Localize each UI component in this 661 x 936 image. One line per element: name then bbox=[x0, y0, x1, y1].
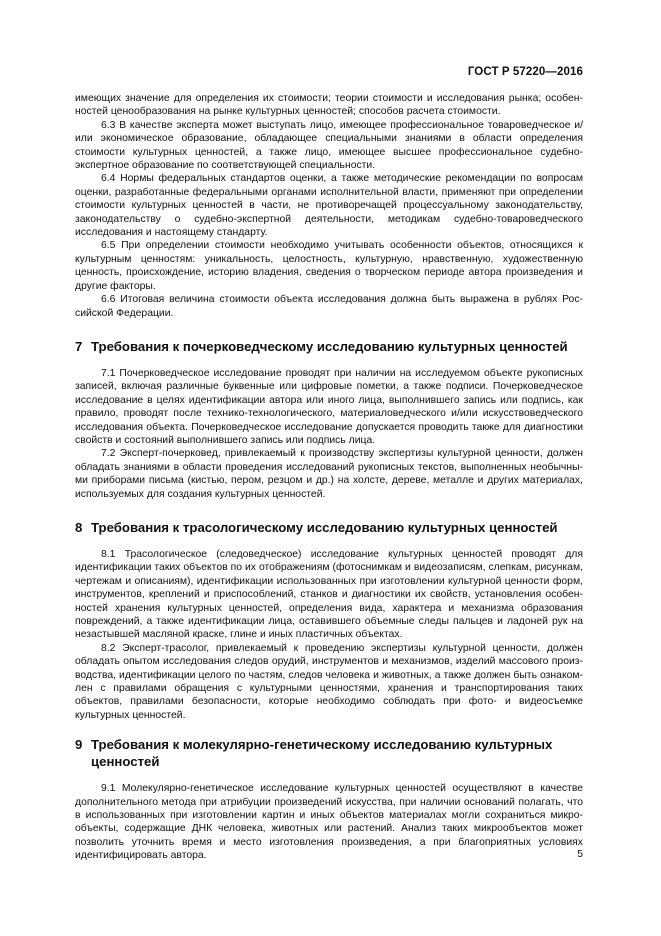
page-number: 5 bbox=[577, 849, 583, 860]
standard-header: ГОСТ Р 57220—2016 bbox=[467, 66, 583, 78]
paragraph-8-1: 8.1 Трасологическое (следоведческое) исследование культурных ценностей проводят для идентификации таких объектов по их отображениям (фотоснимкам и видеозаписям, слепкам, рисункам, чертежам и описаниям), идентификации использованных при изготовлении культурной ценности форм, инструментов, креплений и приспособлений, станков и диагностики их свойств, установления особен-ностей хранения культурных ценностей, определения вида, характера и механизма образования повреждений, а также идентификации лица, оставившего объемные следы пальцев и ладоней рук на незастывшей масляной краске, глине и иных пластичных объектах. bbox=[75, 548, 583, 641]
paragraph-continuation: имеющих значение для определения их стоимости; теории стоимости и исследования рынка; особен-ностей ценообразования на рынке культурных ценностей; способов расчета стоимости. bbox=[75, 93, 583, 118]
section-8-heading bbox=[75, 519, 583, 536]
document-body bbox=[75, 92, 583, 863]
paragraph-7-2: 7.2 Эксперт-почерковед, привлекаемый к производству экспертизы культурной ценности, должен обладать знаниями в области проведения исследований рукописных текстов, выполненных необычны-ми приборами письма (кистью, пером, резцом и др.) на холсте, дереве, металле и других материалах, используемых для создания культурных ценностей. bbox=[75, 448, 583, 500]
paragraph-6-6: 6.6 Итоговая величина стоимости объекта исследования должна быть выражена в рублях Рос-сийской Федерации. bbox=[75, 294, 583, 319]
paragraph-6-5: 6.5 При определении стоимости необходимо учитывать особенности объектов, относящихся к культурным ценностям: уникальность, целостность, культурную, нравственную, художественную ценность, происхождение, историю владения, сведения о творческом периоде автора произведения и другие факторы. bbox=[75, 240, 583, 292]
paragraph-9-1: 9.1 Молекулярно-генетическое исследование культурных ценностей осуществляют в качестве дополнительного метода при атрибуции произведений искусства, при наличии оснований полагать, что в использованных при изготовлении картин и иных объектов материалах могли сохраниться микро-объекты, содержащие ДНК человека, животных или растений. Анализ таких микрообъектов может позволить уточнить время и место изготовления произведения, а при благоприятных условиях идентифицировать автора. bbox=[75, 783, 583, 862]
section-8-number: 8 bbox=[75, 519, 83, 535]
section-9-title-line1: Требования к молекулярно-генетическому исследованию культурных bbox=[91, 737, 553, 753]
paragraph-6-4: 6.4 Нормы федеральных стандартов оценки, а также методические рекомендации по вопросам оценки, разработанные федеральными органами исполнительной власти, применяют при определении стоимости культурных ценностей в части, не противоречащей процессуальному законодательству, законодательству о судебно-экспертной деятельности, методикам судебно-товароведческого исследования и настоящему стандарту. bbox=[75, 173, 583, 239]
paragraph-8-2: 8.2 Эксперт-трасолог, привлекаемый к проведению экспертизы культурной ценности, должен обладать опытом исследования следов орудий, инструментов и механизмов, изделий массового произ-водства, идентификации целого по частям, следов человека и животных, а также должен быть ознаком-лен с правилами обращения с культурными ценностями, хранения и транспортирования таких объектов, правилами безопасности, которые необходимо соблюдать при фото- и видеосъемке культурных ценностей. bbox=[75, 642, 583, 721]
section-7-heading bbox=[75, 338, 583, 355]
paragraph-6-3: 6.3 В качестве эксперта может выступать лицо, имеющее профессиональное товароведческое и/или экономическое образование, обладающее специальными знаниями в области определения стоимости культурных ценностей, а также лицо, имеющее высшее профессиональное судебно-экспертное образование по соответствующей специальности. bbox=[75, 119, 583, 172]
section-7-number: 7 bbox=[75, 338, 83, 354]
section-9-heading bbox=[75, 736, 583, 770]
section-9-title-line2: ценностей bbox=[91, 754, 160, 770]
section-9-number: 9 bbox=[75, 737, 83, 753]
paragraph-7-1: 7.1 Почерковедческое исследование проводят при наличии на исследуемом объекте рукописных записей, включая различные буквенные или цифровые пометки, а также подписи. Почерковедческое исследование в целях идентификации автора или иного лица, выполнившего запись или подпись, как правило, проводят после технико-технологического, материаловедческого и/или искусствоведческого исследования объекта. Почерковедческое исследование допускается проводить также для диагностики свойств и состояний выполнившего запись или подпись лица. bbox=[75, 367, 583, 446]
section-7-title: Требования к почерковедческому исследованию культурных ценностей bbox=[91, 338, 568, 354]
section-8-title: Требования к трасологическому исследованию культурных ценностей bbox=[91, 519, 558, 535]
